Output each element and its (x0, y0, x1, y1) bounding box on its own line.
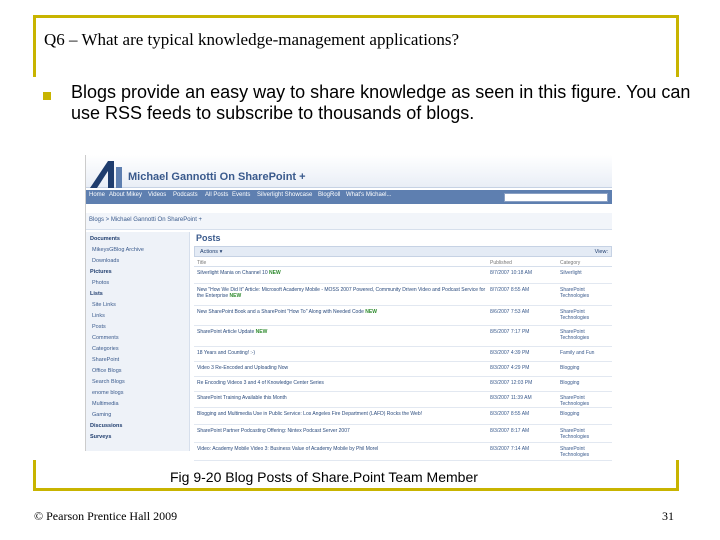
sidebar-link[interactable]: Gaming (92, 412, 112, 418)
sidebar-link[interactable]: Categories (92, 346, 119, 352)
post-category-link[interactable]: SharePoint Technologies (560, 309, 590, 321)
sidebar-link[interactable]: Downloads (92, 258, 120, 264)
posts-column-header (194, 259, 612, 267)
post-title-link[interactable] (197, 411, 487, 417)
column-published[interactable]: Published (490, 260, 512, 266)
new-badge: NEW (229, 293, 242, 299)
post-title-text: SharePoint Partner Podcasting Offering: Nintex Podcast Server 2007 (197, 428, 350, 434)
post-title-link[interactable] (197, 270, 487, 276)
post-category-link[interactable]: SharePoint Technologies (560, 329, 590, 341)
new-badge: NEW (255, 329, 268, 335)
sidebar-link[interactable]: Posts (92, 324, 106, 330)
post-published-date: 8/3/2007 8:55 AM (490, 411, 530, 417)
sidebar-heading[interactable]: Pictures (90, 269, 112, 275)
slide-frame-bottom (33, 488, 679, 491)
sidebar-link[interactable]: Site Links (92, 302, 116, 308)
slide-frame-bottom-left (33, 460, 36, 491)
sidebar-link[interactable]: Search Blogs (92, 379, 125, 385)
column-title[interactable]: Title (197, 260, 207, 266)
nav-item[interactable]: Videos (148, 192, 167, 198)
posts-panel (194, 232, 612, 458)
nav-item[interactable]: Silverlight Showcase (257, 192, 313, 198)
breadcrumb-bar (86, 213, 612, 230)
post-title-link[interactable] (197, 350, 487, 356)
slide-frame-left (33, 15, 36, 77)
post-category-link[interactable]: Blogging (560, 365, 580, 371)
post-title-link[interactable] (197, 309, 487, 315)
blog-top-nav (86, 190, 612, 204)
new-badge: NEW (365, 309, 377, 315)
sidebar-link[interactable]: Comments (92, 335, 119, 341)
post-title-text: New SharePoint Book and a SharePoint "How To" Along with Needed Code (197, 309, 364, 315)
post-title-text: SharePoint Article Update (197, 329, 255, 335)
nav-item[interactable]: What's Michael... (346, 192, 392, 198)
copyright-footer: © Pearson Prentice Hall 2009 (34, 509, 178, 523)
post-published-date: 8/3/2007 11:39 AM (490, 395, 532, 401)
post-title-text: Video: Academy Mobile Video 3: Business Value of Academy Mobile by Phil Morel (197, 446, 379, 452)
post-row[interactable] (194, 328, 612, 347)
post-row[interactable] (194, 286, 612, 306)
post-category-link[interactable]: Blogging (560, 411, 580, 417)
post-category-link[interactable]: Silverlight (560, 270, 582, 276)
sidebar-link[interactable]: MikeysGBlog Archive (92, 247, 144, 253)
posts-toolbar (194, 246, 612, 257)
blog-site-title[interactable]: Michael Gannotti On SharePoint + (128, 171, 306, 183)
posts-title: Posts (196, 233, 221, 243)
blog-header (86, 155, 612, 188)
view-selector[interactable]: View: (594, 249, 608, 255)
bullet-text: Blogs provide an easy way to share knowledge as seen in this figure. You can use RSS feeds to subscribe to thousands of blogs. (71, 82, 691, 123)
nav-item[interactable]: Home (89, 192, 106, 198)
post-row[interactable] (194, 445, 612, 461)
post-category-link[interactable]: Family and Fun (560, 350, 595, 356)
post-row[interactable] (194, 427, 612, 443)
post-row[interactable] (194, 349, 612, 362)
post-published-date: 8/6/2007 7:53 AM (490, 309, 530, 315)
post-published-date: 8/5/2007 7:17 PM (490, 329, 530, 335)
post-published-date: 8/7/2007 8:55 AM (490, 287, 530, 293)
column-category[interactable]: Category (560, 260, 581, 266)
post-title-text: Video 3 Re-Encoded and Uploading Now (197, 365, 289, 371)
post-row[interactable] (194, 269, 612, 284)
slide-frame-bottom-right (676, 460, 679, 491)
post-category-link[interactable]: SharePoint Technologies (560, 395, 590, 407)
sidebar-heading[interactable]: Lists (90, 291, 103, 297)
post-published-date: 8/3/2007 8:17 AM (490, 428, 530, 434)
post-title-text: SharePoint Training Available this Month (197, 395, 287, 401)
nav-item[interactable]: All Posts (205, 192, 229, 198)
post-title-link[interactable] (197, 428, 487, 434)
blog-sidebar (86, 232, 190, 451)
slide-title: Q6 – What are typical knowledge-management applications? (44, 30, 460, 49)
post-published-date: 8/3/2007 4:39 PM (490, 350, 530, 356)
post-row[interactable] (194, 410, 612, 425)
post-published-date: 8/3/2007 12:03 PM (490, 380, 533, 386)
page-number: 31 (662, 509, 674, 523)
sidebar-link[interactable]: SharePoint (92, 357, 120, 363)
post-title-link[interactable] (197, 380, 487, 386)
sidebar-link[interactable]: Links (92, 313, 105, 319)
post-title-text: Silverlight Mania on Channel 10 (197, 270, 268, 276)
post-title-link[interactable] (197, 446, 487, 452)
blog-screenshot (85, 155, 611, 458)
sidebar-heading[interactable]: Discussions (90, 423, 123, 429)
post-title-text: New "How We Did It" Article: Microsoft Academy Mobile - MOSS 2007 Powered, Community Driven Video and Podcast Service for the Enterprise (197, 287, 486, 299)
actions-menu[interactable]: Actions ▾ (200, 249, 223, 255)
post-category-link[interactable]: Blogging (560, 380, 580, 386)
sidebar-link[interactable]: Multimedia (92, 401, 119, 407)
post-title-text: 18 Years and Counting! :-) (197, 350, 256, 356)
nav-item[interactable]: BlogRoll (318, 192, 341, 198)
slide-frame-right (676, 15, 679, 77)
sidebar-heading[interactable]: Documents (90, 236, 120, 242)
post-published-date: 8/3/2007 7:14 AM (490, 446, 530, 452)
sidebar-link[interactable]: Photos (92, 280, 110, 286)
post-row[interactable] (194, 394, 612, 408)
post-title-link[interactable] (197, 365, 487, 371)
blog-search-input[interactable] (504, 193, 608, 202)
post-published-date: 8/7/2007 10:18 AM (490, 270, 532, 276)
post-category-link[interactable]: SharePoint Technologies (560, 287, 590, 299)
nav-item[interactable]: Podcasts (173, 192, 198, 198)
post-row[interactable] (194, 364, 612, 377)
post-title-text: Re Encoding Videos 3 and 4 of Knowledge Center Series (197, 380, 324, 386)
post-title-link[interactable] (197, 395, 487, 401)
nav-item[interactable]: About Mikey (109, 192, 143, 198)
post-title-link[interactable] (197, 329, 487, 335)
slide-frame-top (33, 15, 679, 18)
new-badge: NEW (269, 270, 281, 276)
post-row[interactable] (194, 308, 612, 326)
sidebar-heading[interactable]: Surveys (90, 434, 112, 440)
post-title-link[interactable] (197, 287, 487, 299)
sharepoint-logo-icon (88, 159, 124, 189)
sidebar-link[interactable]: enome blogs (92, 390, 124, 396)
post-row[interactable] (194, 379, 612, 392)
post-title-text: Blogging and Multimedia Use in Public Service: Los Angeles Fire Department (LAFD) Rocks the Web! (197, 411, 423, 417)
post-category-link[interactable]: SharePoint Technologies (560, 446, 590, 458)
sidebar-link[interactable]: Office Blogs (92, 368, 122, 374)
bullet-square-icon (43, 92, 51, 100)
breadcrumb[interactable]: Blogs > Michael Gannotti On SharePoint + (89, 217, 203, 223)
nav-item[interactable]: Events (232, 192, 251, 198)
figure-caption: Fig 9-20 Blog Posts of Share.Point Team Member (170, 469, 478, 485)
post-published-date: 8/3/2007 4:29 PM (490, 365, 530, 371)
post-category-link[interactable]: SharePoint Technologies (560, 428, 590, 440)
